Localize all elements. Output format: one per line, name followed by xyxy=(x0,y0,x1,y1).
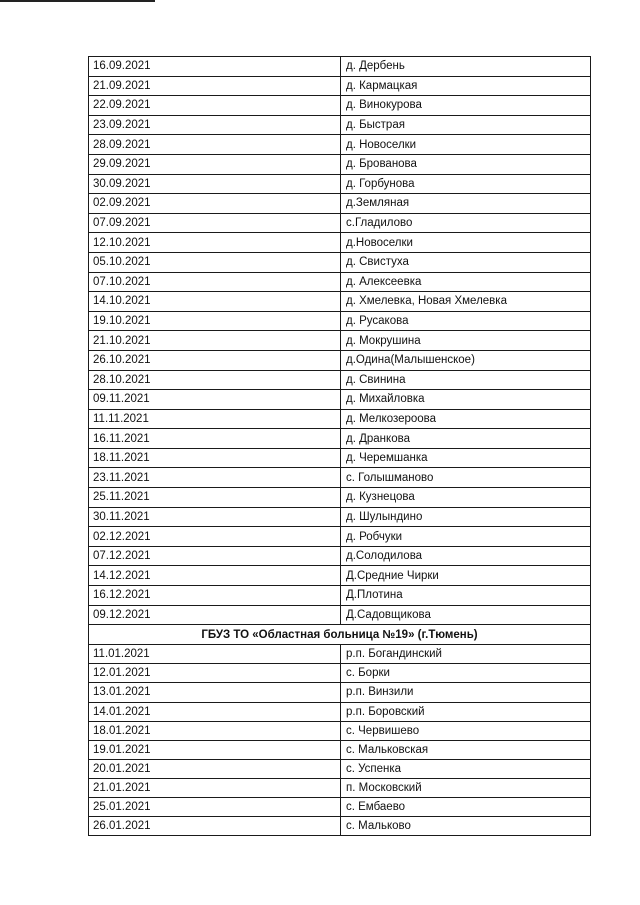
date-cell: 23.09.2021 xyxy=(89,115,341,135)
date-cell: 18.11.2021 xyxy=(89,448,341,468)
table-row xyxy=(89,778,591,797)
place-cell: с. Успенка xyxy=(341,759,591,778)
date-cell: 12.10.2021 xyxy=(89,233,341,253)
table-row xyxy=(89,566,591,586)
date-cell: 28.10.2021 xyxy=(89,370,341,390)
table-row xyxy=(89,605,591,625)
table-row xyxy=(89,135,591,155)
place-cell: д.Солодилова xyxy=(341,546,591,566)
place-cell: д. Хмелевка, Новая Хмелевка xyxy=(341,292,591,312)
place-cell: д. Брованова xyxy=(341,154,591,174)
table-row xyxy=(89,527,591,547)
table-row xyxy=(89,759,591,778)
date-cell: 28.09.2021 xyxy=(89,135,341,155)
table-row xyxy=(89,115,591,135)
place-cell: д. Свистуха xyxy=(341,252,591,272)
place-cell: д. Быстрая xyxy=(341,115,591,135)
table-row xyxy=(89,174,591,194)
table-row xyxy=(89,272,591,292)
date-cell: 14.10.2021 xyxy=(89,292,341,312)
table-row xyxy=(89,252,591,272)
table-row xyxy=(89,331,591,351)
table-row xyxy=(89,740,591,759)
schedule-table xyxy=(88,56,591,836)
date-cell: 21.09.2021 xyxy=(89,76,341,96)
table-row xyxy=(89,370,591,390)
table-row xyxy=(89,507,591,527)
place-cell: р.п. Боровский xyxy=(341,702,591,721)
date-cell: 18.01.2021 xyxy=(89,721,341,740)
table-row xyxy=(89,96,591,116)
table-row xyxy=(89,409,591,429)
date-cell: 25.11.2021 xyxy=(89,488,341,508)
date-cell: 30.09.2021 xyxy=(89,174,341,194)
place-cell: д.Новоселки xyxy=(341,233,591,253)
place-cell: Д.Садовщикова xyxy=(341,605,591,625)
date-cell: 05.10.2021 xyxy=(89,252,341,272)
table-row xyxy=(89,292,591,312)
date-cell: 16.11.2021 xyxy=(89,429,341,449)
table-row xyxy=(89,390,591,410)
schedule-table-body xyxy=(89,57,591,836)
table-row xyxy=(89,194,591,214)
date-cell: 13.01.2021 xyxy=(89,683,341,702)
date-cell: 29.09.2021 xyxy=(89,154,341,174)
date-cell: 14.01.2021 xyxy=(89,702,341,721)
place-cell: д. Винокурова xyxy=(341,96,591,116)
place-cell: д.Одина(Малышенское) xyxy=(341,350,591,370)
place-cell: р.п. Богандинский xyxy=(341,645,591,664)
date-cell: 11.11.2021 xyxy=(89,409,341,429)
date-cell: 12.01.2021 xyxy=(89,664,341,683)
date-cell: 02.09.2021 xyxy=(89,194,341,214)
date-cell: 20.01.2021 xyxy=(89,759,341,778)
place-cell: р.п. Винзили xyxy=(341,683,591,702)
date-cell: 07.12.2021 xyxy=(89,546,341,566)
date-cell: 16.09.2021 xyxy=(89,57,341,77)
place-cell: д. Кузнецова xyxy=(341,488,591,508)
place-cell: с. Мальковская xyxy=(341,740,591,759)
place-cell: с. Червишево xyxy=(341,721,591,740)
date-cell: 30.11.2021 xyxy=(89,507,341,527)
table-row xyxy=(89,546,591,566)
table-row xyxy=(89,586,591,606)
table-row xyxy=(89,233,591,253)
date-cell: 02.12.2021 xyxy=(89,527,341,547)
place-cell: д. Мокрушина xyxy=(341,331,591,351)
place-cell: д. Дербень xyxy=(341,57,591,77)
table-row xyxy=(89,311,591,331)
table-row xyxy=(89,57,591,77)
table-row xyxy=(89,76,591,96)
date-cell: 11.01.2021 xyxy=(89,645,341,664)
place-cell: п. Московский xyxy=(341,778,591,797)
section-header-row xyxy=(89,625,591,645)
place-cell: д. Дранкова xyxy=(341,429,591,449)
section-header: ГБУЗ ТО «Областная больница №19» (г.Тюмень) xyxy=(89,625,591,645)
date-cell: 16.12.2021 xyxy=(89,586,341,606)
place-cell: д. Робчуки xyxy=(341,527,591,547)
place-cell: с.Гладилово xyxy=(341,213,591,233)
place-cell: д. Новоселки xyxy=(341,135,591,155)
table-row xyxy=(89,429,591,449)
table-row xyxy=(89,721,591,740)
date-cell: 19.01.2021 xyxy=(89,740,341,759)
top-rule xyxy=(0,0,155,2)
date-cell: 07.09.2021 xyxy=(89,213,341,233)
date-cell: 14.12.2021 xyxy=(89,566,341,586)
table-row xyxy=(89,154,591,174)
place-cell: д. Горбунова xyxy=(341,174,591,194)
date-cell: 19.10.2021 xyxy=(89,311,341,331)
table-row xyxy=(89,683,591,702)
date-cell: 07.10.2021 xyxy=(89,272,341,292)
place-cell: д. Свинина xyxy=(341,370,591,390)
date-cell: 09.12.2021 xyxy=(89,605,341,625)
place-cell: с. Мальково xyxy=(341,817,591,836)
table-row xyxy=(89,664,591,683)
date-cell: 21.01.2021 xyxy=(89,778,341,797)
table-row xyxy=(89,702,591,721)
table-row xyxy=(89,817,591,836)
place-cell: с. Борки xyxy=(341,664,591,683)
date-cell: 22.09.2021 xyxy=(89,96,341,116)
date-cell: 26.01.2021 xyxy=(89,817,341,836)
place-cell: Д.Средние Чирки xyxy=(341,566,591,586)
date-cell: 21.10.2021 xyxy=(89,331,341,351)
place-cell: с. Голышманово xyxy=(341,468,591,488)
place-cell: д. Кармацкая xyxy=(341,76,591,96)
date-cell: 09.11.2021 xyxy=(89,390,341,410)
table-row xyxy=(89,350,591,370)
table-row xyxy=(89,797,591,816)
date-cell: 23.11.2021 xyxy=(89,468,341,488)
place-cell: д. Шулындино xyxy=(341,507,591,527)
place-cell: Д.Плотина xyxy=(341,586,591,606)
place-cell: д. Черемшанка xyxy=(341,448,591,468)
place-cell: с. Ембаево xyxy=(341,797,591,816)
place-cell: д. Русакова xyxy=(341,311,591,331)
date-cell: 26.10.2021 xyxy=(89,350,341,370)
place-cell: д.Земляная xyxy=(341,194,591,214)
table-row xyxy=(89,645,591,664)
table-row xyxy=(89,468,591,488)
date-cell: 25.01.2021 xyxy=(89,797,341,816)
place-cell: д. Мелкозероова xyxy=(341,409,591,429)
place-cell: д. Михайловка xyxy=(341,390,591,410)
table-row xyxy=(89,213,591,233)
table-row xyxy=(89,448,591,468)
table-row xyxy=(89,488,591,508)
place-cell: д. Алексеевка xyxy=(341,272,591,292)
